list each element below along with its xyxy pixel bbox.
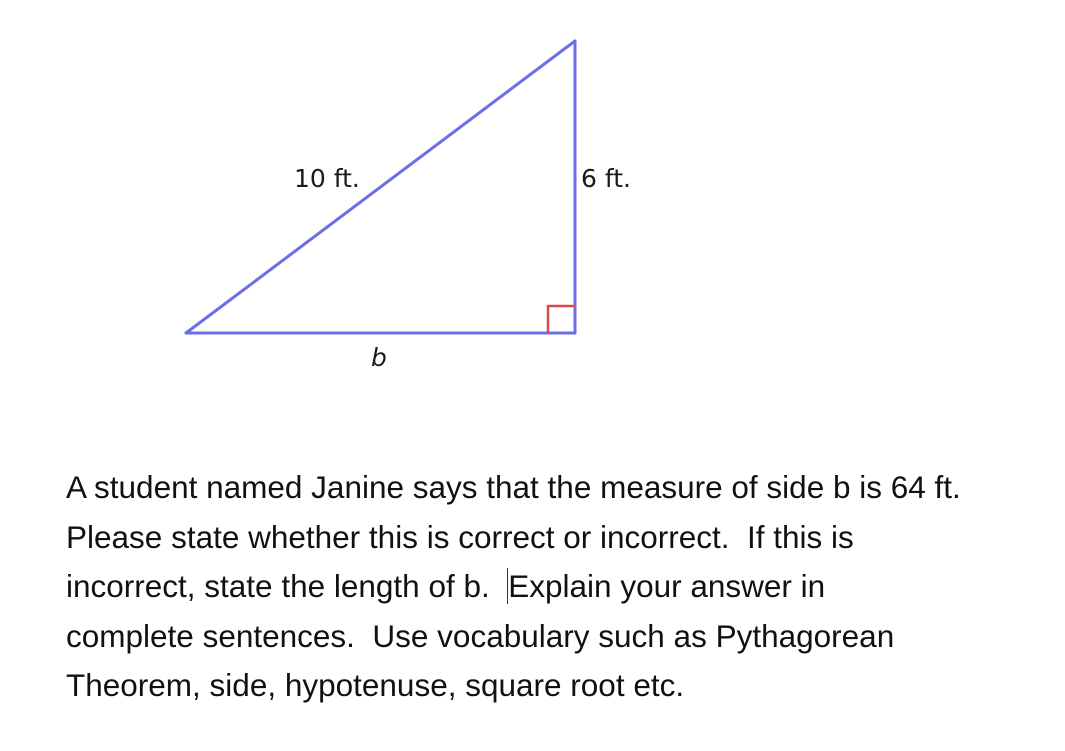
problem-statement (66, 463, 1056, 711)
problem-line-4: complete sentences. Use vocabulary such as Pythagorean (66, 617, 895, 654)
problem-line-3-end: Explain your answer in (508, 568, 826, 604)
problem-line-3 (66, 562, 1056, 612)
hypotenuse-side (186, 41, 575, 333)
problem-line-1: A student named Janine says that the measure of side b is 64 ft. (66, 469, 961, 505)
problem-line-5: Theorem, side, hypotenuse, square root etc. (66, 667, 685, 703)
problem-line-3-start: incorrect, state the length of b. (66, 568, 508, 604)
problem-line-2: Please state whether this is correct or incorrect. If this is (66, 518, 854, 555)
hypotenuse-label: 10 ft. (294, 164, 360, 193)
right-angle-marker (548, 306, 575, 333)
vertical-leg-label: 6 ft. (581, 164, 631, 193)
horizontal-leg-label: b (371, 343, 387, 372)
